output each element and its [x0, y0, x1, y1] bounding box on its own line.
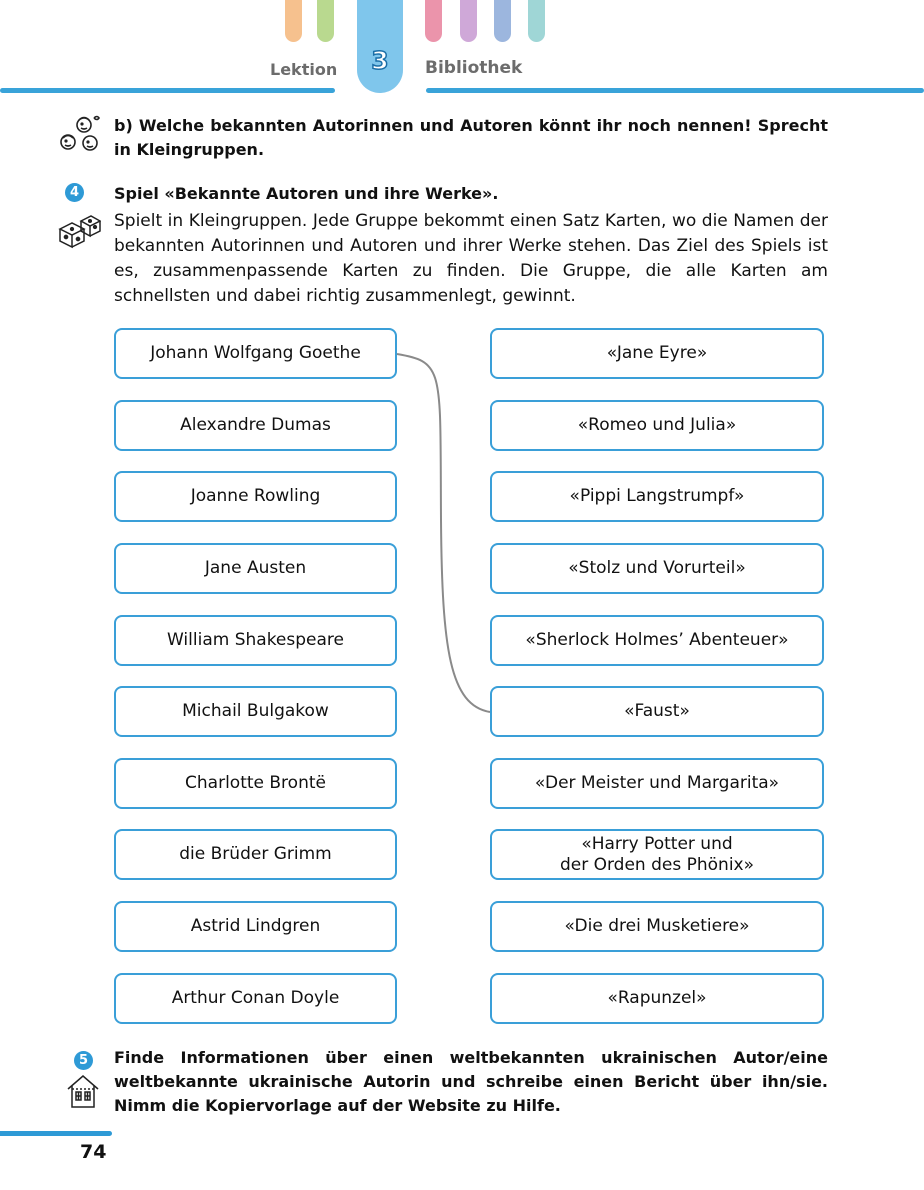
author-card[interactable]: Joanne Rowling: [114, 471, 397, 522]
work-card[interactable]: «Stolz und Vorurteil»: [490, 543, 824, 594]
author-card[interactable]: die Brüder Grimm: [114, 829, 397, 880]
work-card[interactable]: «Pippi Langstrumpf»: [490, 471, 824, 522]
task5-text: Finde Informationen über einen weltbekannten ukrainischen Autor/eine weltbekannte ukrainische Autorin und schreibe einen Bericht über ihn/sie. Nimm die Kopiervorlage auf der Website zu Hilfe.: [114, 1048, 828, 1115]
task4-instructions: Spielt in Kleingruppen. Jede Gruppe bekommt einen Satz Karten, wo die Namen der bekannten Autorinnen und Autoren und ihrer Werke stehen. Das Ziel des Spiels ist es, zusammenpassende Karten zu finden. Die Gruppe, die alle Karten am schnellsten und dabei richtig zusammenlegt, gewinnt.: [114, 211, 828, 306]
author-card[interactable]: Alexandre Dumas: [114, 400, 397, 451]
author-card[interactable]: Arthur Conan Doyle: [114, 973, 397, 1024]
author-card[interactable]: Charlotte Brontë: [114, 758, 397, 809]
section-title: Bibliothek: [425, 58, 523, 78]
task-number-badge: 5: [74, 1051, 93, 1070]
work-card[interactable]: «Die drei Musketiere»: [490, 901, 824, 952]
task-number-badge: 4: [65, 183, 84, 202]
author-card[interactable]: Michail Bulgakow: [114, 686, 397, 737]
work-card[interactable]: «Rapunzel»: [490, 973, 824, 1024]
author-card[interactable]: Johann Wolfgang Goethe: [114, 328, 397, 379]
work-card[interactable]: «Der Meister und Margarita»: [490, 758, 824, 809]
page-number: 74: [80, 1141, 107, 1163]
house-icon: [66, 1073, 100, 1113]
footer-rule: [0, 1131, 112, 1136]
work-card[interactable]: «Harry Potter und der Orden des Phönix»: [490, 829, 824, 880]
author-card[interactable]: Astrid Lindgren: [114, 901, 397, 952]
lektion-label: Lektion: [270, 60, 338, 79]
author-card[interactable]: Jane Austen: [114, 543, 397, 594]
author-card[interactable]: William Shakespeare: [114, 615, 397, 666]
work-card[interactable]: «Jane Eyre»: [490, 328, 824, 379]
work-card[interactable]: «Faust»: [490, 686, 824, 737]
work-card[interactable]: «Sherlock Holmes’ Abenteuer»: [490, 615, 824, 666]
task4-title: Spiel «Bekannte Autoren und ihre Werke».: [114, 184, 499, 203]
lesson-number: 3: [371, 46, 389, 75]
work-card[interactable]: «Romeo und Julia»: [490, 400, 824, 451]
task-b-text: b) Welche bekannten Autorinnen und Autoren könnt ihr noch nennen! Sprecht in Kleingruppen.: [114, 116, 828, 159]
